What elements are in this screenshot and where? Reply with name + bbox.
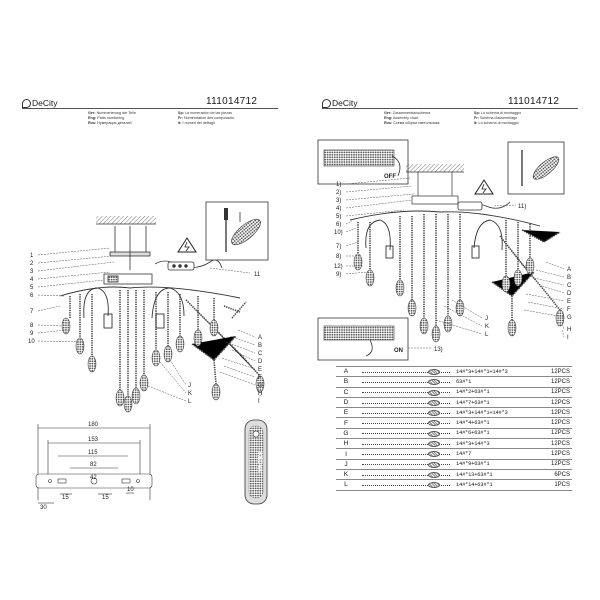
callout-G: G	[258, 383, 263, 389]
part-illustration	[356, 459, 456, 469]
part-letter: L	[336, 480, 356, 490]
multilingual-title-right: Ger: Zusammenbauschema Sp: Lo schema di montaggio Eng: Assembly chart Fr: Schéma d'assemblage Rus: Схема сборки светильника It: Lo schema di montaggio	[384, 111, 522, 126]
crystal-drop-icon	[428, 410, 440, 416]
remote-brand: KEDYA	[256, 452, 262, 473]
parts-table-row	[336, 387, 572, 397]
screwdriver-inset-icon	[206, 202, 268, 260]
parts-table-row	[336, 428, 572, 438]
part-quantity: 12PCS	[536, 367, 572, 377]
crystal-drop-icon	[428, 400, 440, 406]
callout-A: A	[258, 335, 263, 341]
remote-control-icon	[245, 420, 267, 504]
dim-180: 180	[88, 422, 99, 428]
label-sp: Sp: La numeración de las piezas	[178, 111, 232, 115]
callout-L: L	[188, 399, 192, 405]
part-spec: 14#*9+63#*1	[456, 459, 536, 469]
dim-42: 42	[90, 475, 97, 481]
switch-off-label: OFF	[384, 174, 396, 180]
label-eng: Eng: Parts numbering	[88, 116, 125, 121]
svg-text:F: F	[567, 307, 571, 313]
svg-text:11): 11)	[518, 204, 527, 210]
part-illustration	[356, 377, 456, 387]
svg-text:G: G	[567, 315, 572, 321]
part-illustration	[356, 439, 456, 449]
svg-text:E: E	[567, 299, 572, 305]
part-spec: 14#*3+14#*3	[456, 439, 536, 449]
part-illustration	[356, 397, 456, 407]
svg-text:L: L	[485, 332, 489, 338]
part-spec: 63#*1	[456, 377, 536, 387]
part-letter: D	[336, 397, 356, 407]
callout-E: E	[258, 367, 263, 373]
callout-r6: 6)	[336, 222, 342, 228]
callout-B: B	[258, 343, 263, 349]
parts-table-row	[336, 459, 572, 469]
part-quantity: 12PCS	[536, 408, 572, 418]
label-it: It: I numeri dei dettagli	[178, 121, 215, 126]
callout-9: 9	[30, 331, 34, 337]
parts-table-row	[336, 397, 572, 407]
callout-r13: 13)	[434, 347, 443, 353]
callout-10: 10	[28, 339, 35, 345]
left-callouts-right	[148, 330, 263, 405]
callout-r9: 9)	[336, 272, 342, 278]
part-letter: J	[336, 459, 356, 469]
svg-text:I: I	[567, 335, 569, 341]
switch-off-inset	[318, 140, 408, 184]
svg-text:H: H	[567, 327, 572, 333]
left-crystal-strands	[70, 290, 263, 397]
part-letter: G	[336, 428, 356, 438]
part-quantity: 12PCS	[536, 387, 572, 397]
svg-text:J: J	[485, 316, 488, 322]
callout-8: 8	[30, 323, 34, 329]
parts-table-row	[336, 469, 572, 479]
crystal-drop-icon	[428, 482, 440, 488]
article-number: 111014712	[206, 96, 258, 107]
part-letter: H	[336, 439, 356, 449]
callout-J: J	[188, 383, 191, 389]
dim-153: 153	[88, 437, 99, 443]
part-spec: 14#*13+63#*1	[456, 469, 536, 479]
svg-text:A: A	[567, 267, 572, 273]
svg-text:C: C	[567, 283, 572, 289]
part-spec: 14#*7+63#*1	[456, 397, 536, 407]
part-letter: E	[336, 408, 356, 418]
part-spec: 14#*3+14#*1+14#*3	[456, 367, 536, 377]
part-illustration	[356, 449, 456, 459]
callout-r2: 2)	[336, 190, 342, 196]
crystal-drop-icon	[428, 390, 440, 396]
part-illustration	[356, 387, 456, 397]
part-spec: 14#*14+63#*1	[456, 480, 536, 490]
callout-K: K	[188, 391, 193, 397]
part-illustration	[356, 469, 456, 479]
brand-name: DeCity	[32, 98, 58, 108]
part-illustration	[356, 480, 456, 490]
parts-table-row	[336, 408, 572, 418]
crystal-drop-icon	[428, 451, 440, 457]
svg-text:11: 11	[254, 272, 261, 278]
part-illustration	[356, 428, 456, 438]
dimension-labels	[40, 422, 134, 511]
brand-name: DeCity	[332, 98, 358, 108]
label-rus: Rus: Нумерация деталей	[88, 121, 132, 126]
part-illustration	[356, 418, 456, 428]
callout-C: C	[258, 351, 263, 357]
right-callouts-right	[436, 262, 572, 341]
callout-r1: 1)	[336, 182, 342, 188]
parts-table-row	[336, 367, 572, 377]
callout-r3: 3)	[336, 198, 342, 204]
dim-15b: 15	[102, 495, 109, 501]
right-ceiling	[406, 164, 464, 204]
part-letter: B	[336, 377, 356, 387]
label-ger: Ger: Nummerierung der Teile	[88, 111, 136, 115]
parts-table-row	[336, 418, 572, 428]
parts-table-row	[336, 449, 572, 459]
part-illustration	[356, 408, 456, 418]
part-spec: 14#*7	[456, 449, 536, 459]
left-terminal-block	[155, 260, 222, 270]
part-letter: C	[336, 387, 356, 397]
callout-r5: 5)	[336, 214, 342, 220]
part-quantity: 12PCS	[536, 459, 572, 469]
parts-table-row	[336, 480, 572, 490]
callout-4: 4	[30, 277, 34, 283]
callout-I: I	[258, 399, 260, 405]
right-warning-icon	[475, 180, 493, 194]
right-callout-11	[494, 204, 526, 210]
part-quantity: 12PCS	[536, 428, 572, 438]
right-screwdriver-inset-icon	[508, 142, 564, 194]
dim-115: 115	[88, 450, 98, 456]
svg-text:B: B	[567, 275, 572, 281]
callout-D: D	[258, 359, 263, 365]
crystal-drop-icon	[428, 379, 440, 385]
left-mounting-bracket	[104, 226, 152, 284]
crystal-drop-icon	[428, 441, 440, 447]
svg-text:D: D	[567, 291, 572, 297]
part-letter: A	[336, 367, 356, 377]
crystal-drop-icon	[428, 420, 440, 426]
part-spec: 14#*3+14#*1+14#*3	[456, 408, 536, 418]
part-quantity: 12PCS	[536, 449, 572, 459]
dim-10: 10	[127, 487, 134, 493]
dim-15a: 15	[62, 495, 69, 501]
part-letter: F	[336, 418, 356, 428]
callout-2: 2	[30, 261, 34, 267]
parts-table	[336, 366, 572, 491]
right-terminal-block	[458, 202, 510, 210]
callout-F: F	[258, 375, 262, 381]
part-quantity: 12PCS	[536, 418, 572, 428]
switch-on-label: ON	[394, 348, 403, 354]
callout-5: 5	[30, 285, 34, 291]
left-callouts-left	[28, 248, 114, 345]
part-letter: K	[336, 469, 356, 479]
callout-6: 6	[30, 293, 34, 299]
crystal-drop-icon	[428, 369, 440, 375]
crystal-drop-icon	[428, 472, 440, 478]
part-quantity: 12PCS	[536, 377, 572, 387]
part-quantity: 1PCS	[536, 480, 572, 490]
part-spec: 14#*6+63#*1	[456, 428, 536, 438]
part-quantity: 12PCS	[536, 439, 572, 449]
part-spec: 14#*4+63#*1	[456, 418, 536, 428]
left-ceiling	[96, 216, 156, 224]
crystal-drop-icon	[428, 462, 440, 468]
callout-1: 1	[30, 253, 34, 259]
part-letter: I	[336, 449, 356, 459]
callout-r12: 12)	[334, 264, 343, 270]
dim-82: 82	[90, 462, 97, 468]
callout-r7: 7)	[336, 244, 342, 250]
part-illustration	[356, 367, 456, 377]
callout-3: 3	[30, 269, 34, 275]
callout-r10: 10)	[334, 230, 343, 236]
callout-r4: 4)	[336, 206, 342, 212]
parts-table-row	[336, 439, 572, 449]
left-callout-11	[210, 268, 261, 278]
right-callouts-left	[334, 178, 414, 278]
callout-H: H	[258, 391, 263, 397]
part-spec: 14#*2+63#*1	[456, 387, 536, 397]
part-quantity: 12PCS	[536, 397, 572, 407]
warning-icon	[178, 238, 196, 252]
article-number-right: 111014712	[508, 96, 560, 107]
callout-7: 7	[30, 309, 34, 315]
parts-table-row	[336, 377, 572, 387]
dim-30: 30	[40, 505, 47, 511]
part-quantity: 6PCS	[536, 469, 572, 479]
crystal-drop-icon	[428, 431, 440, 437]
label-fr: Fr: Numérotation des composants	[178, 116, 234, 121]
svg-text:K: K	[485, 324, 490, 330]
callout-r8: 8)	[336, 254, 342, 260]
